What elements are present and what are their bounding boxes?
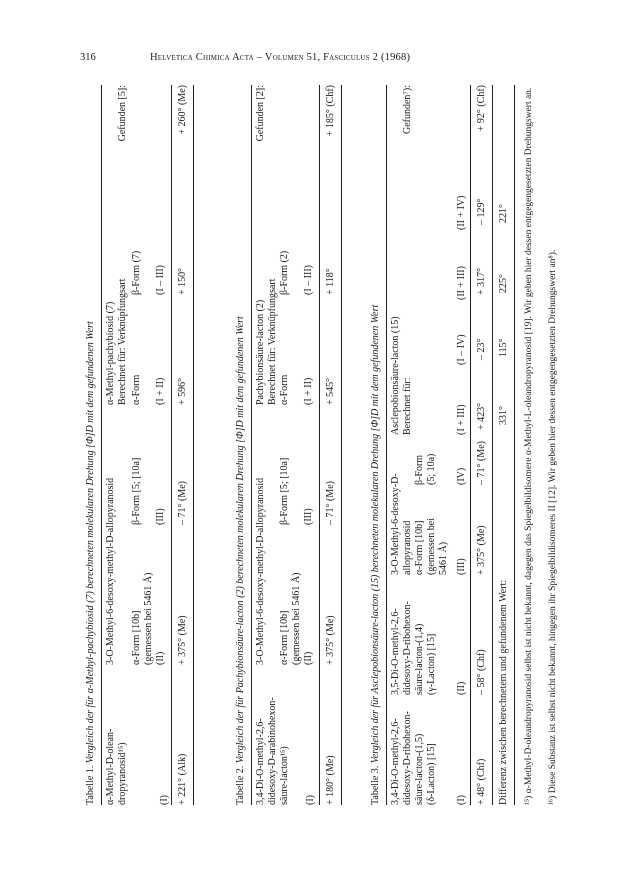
value-cell: + 375° (Me) xyxy=(325,615,336,665)
index-label: (I + II) xyxy=(155,377,166,405)
value-cell: – 71° (Me) xyxy=(476,441,487,485)
footnote-15: ¹⁵) α-Methyl-D-oleandropyranosid selbst ist nicht bekannt, dagegen das Spiegelbildisomere α-Methyl-L-oleandropyranosid [19]. Wir geben hier dessen entgegengesetzten Drehungswert an. xyxy=(524,87,534,805)
index-label: (III) xyxy=(155,508,166,525)
value-cell: + 118° xyxy=(325,268,336,295)
index-label: (IV) xyxy=(456,467,467,485)
sub-label: β-Form [5; [10a] xyxy=(131,457,142,525)
header-cell: Gefunden [5]: xyxy=(117,85,128,142)
value-cell: + 150° xyxy=(177,267,188,295)
value-cell: + 545° xyxy=(325,377,336,405)
value-cell: – 71° (Me) xyxy=(325,481,336,525)
index-label: (I) xyxy=(456,795,467,805)
header-cell: Gefunden [2]: xyxy=(255,85,266,142)
diff-value: 225° xyxy=(498,274,509,293)
sub-label: α-Form xyxy=(131,374,142,405)
value-cell: – 23° xyxy=(476,338,487,360)
header-cell: 3,5-Di-O-methyl-2,6- didesoxy-D-ribohexon- säure-lacton-(1,4) (γ-Lacton) [15] xyxy=(390,601,437,695)
header-cell: 3,4-Di-O-methyl-2,6- didesoxy-D-ribohexon- säure-lacton-(1,5) (δ-Lacton) [15] xyxy=(390,711,437,805)
journal-header: Helvetica Chimica Acta – Volumen 51, Fasciculus 2 (1968) xyxy=(150,52,411,63)
index-label: (III) xyxy=(456,558,467,575)
sub-label: β-Form [5; [10a] xyxy=(279,457,290,525)
sub-label: α-Form xyxy=(279,374,290,405)
index-label: (II) xyxy=(303,651,314,665)
top-rule xyxy=(251,85,252,805)
index-label: (I + II) xyxy=(303,377,314,405)
sub-label: β-Form (2) xyxy=(279,250,290,295)
value-cell: + 92° (Chf) xyxy=(476,85,487,132)
sub-label: α-Form [10b] (gemessen bei 5461 Å) xyxy=(279,572,302,665)
header-cell: 3-O-Methyl-6-desoxy-methyl-D-allopyranosid xyxy=(255,477,266,665)
header-cell: 3,4-Di-O-methyl-2,6- didesoxy-D-arabinohexon- säure-lacton¹⁵) xyxy=(255,697,290,805)
sub-label: β-Form (7) xyxy=(131,250,142,295)
table-2-caption: Tabelle 2. Vergleich der für Pachybionsäure-lacton (2) berechneten molekularen Drehung [Φ]D mit dem gefundenen Wert xyxy=(235,316,246,805)
value-cell: + 375° (Me) xyxy=(177,615,188,665)
diff-value: 331° xyxy=(498,406,509,425)
value-cell: + 596° xyxy=(177,377,188,405)
header-cell: α-Methyl-pachybiosid (7) Berechnet für: Verknüpfungsart xyxy=(105,278,128,405)
value-cell: + 180° (Me) xyxy=(325,755,336,805)
index-label: (I – III) xyxy=(303,265,314,295)
header-cell: 3-O-Methyl-6-desoxy-D- allopyranosid α-Form [10b] (gemessen bei 5461 Å) xyxy=(390,473,449,575)
diff-value: 115° xyxy=(498,338,509,357)
index-label: (II + III) xyxy=(456,266,467,300)
mid-rule xyxy=(171,85,172,805)
value-cell: + 423° xyxy=(476,402,487,430)
header-cell: α-Methyl-D-olean- dropyranosid¹⁵) xyxy=(105,728,128,805)
page-number: 316 xyxy=(80,52,96,63)
rotated-table-block xyxy=(85,85,558,805)
index-label: (II + IV) xyxy=(456,195,467,230)
header-cell: 3-O-Methyl-6-desoxy-methyl-D-allopyranosid xyxy=(105,477,116,665)
value-cell: – 129° xyxy=(476,198,487,225)
top-rule xyxy=(386,85,387,805)
value-cell: + 260° (Me) xyxy=(177,85,188,135)
value-cell: + 375° (Me) xyxy=(476,525,487,575)
table-1-caption: Tabelle 1. Vergleich der für α-Methyl-pachybiosid (7) berechneten molekularen Drehung [Φ]D mit dem gefundenen Wert xyxy=(85,321,96,805)
index-label: (III) xyxy=(303,508,314,525)
index-label: (I) xyxy=(305,795,316,805)
value-cell: – 71° (Me) xyxy=(177,481,188,525)
value-cell: + 317° xyxy=(476,267,487,295)
top-rule xyxy=(101,85,102,805)
diff-value: 221° xyxy=(498,204,509,223)
index-label: (II) xyxy=(456,681,467,695)
bottom-rule xyxy=(341,85,342,805)
value-cell: + 185° (Chf) xyxy=(325,85,336,137)
value-cell: + 221° (Alk) xyxy=(177,753,188,805)
footnote-16: ¹⁶) Diese Substanz ist selbst nicht bekannt, hingegen ihr Spiegelbildisomeres II [12]. Wir geben hier dessen entgegengesetzten Drehungswert an⁸). xyxy=(548,249,558,805)
bottom-rule xyxy=(193,85,194,805)
header-cell: Asclepobionsäure-lacton (15) Berechnet für: xyxy=(390,316,413,435)
sub-label: α-Form [10b] (gemessen bei 5461 Å) xyxy=(131,572,154,665)
mid-rule xyxy=(319,85,320,805)
index-label: (II) xyxy=(155,651,166,665)
index-label: (I + III) xyxy=(456,404,467,435)
index-label: (I – IV) xyxy=(456,334,467,365)
header-cell: Pachybionsäure-lacton (2) Berechnet für: Verknüpfungsart xyxy=(255,278,278,405)
diff-rule xyxy=(492,85,493,805)
mid-rule xyxy=(470,85,471,805)
value-cell: – 58° (Chf) xyxy=(476,649,487,695)
table-3-caption: Tabelle 3. Vergleich der für Asclepobionsäure-lacton (15) berechneten molekularen Drehung [Φ]D mit dem gefundenen Wert xyxy=(370,304,381,805)
header-cell: Gefunden⁷): xyxy=(402,85,413,135)
index-label: (I) xyxy=(159,795,170,805)
bottom-rule xyxy=(514,85,515,805)
header-cell: β-Form (5; 10a) xyxy=(414,453,437,485)
diff-label: Differenz zwischen berechnetem und gefundenem Wert: xyxy=(498,579,509,805)
value-cell: + 48° (Chf) xyxy=(476,758,487,805)
index-label: (I – III) xyxy=(155,265,166,295)
